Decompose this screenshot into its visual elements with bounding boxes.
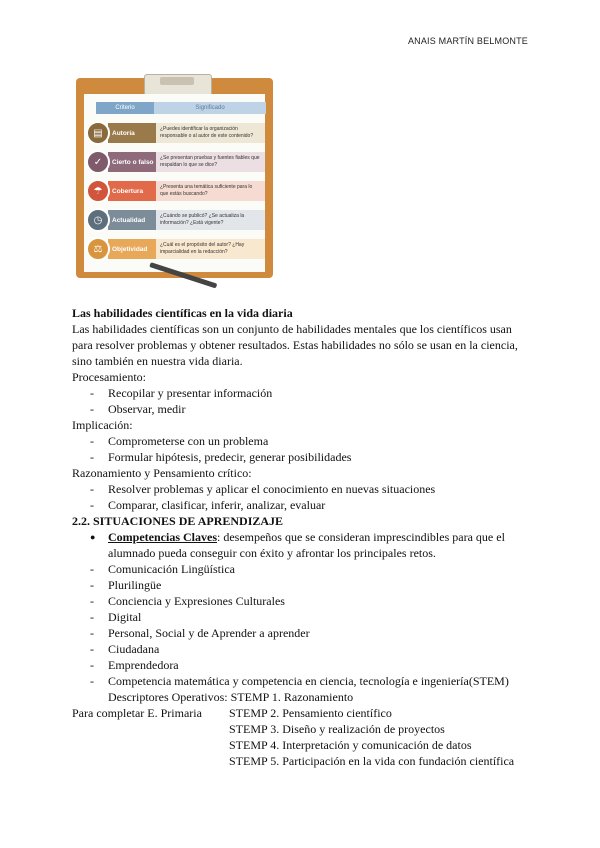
figure-row: [86, 210, 265, 230]
clock-icon: ◷: [86, 208, 110, 232]
dash-marker: -: [90, 498, 94, 512]
list-item-text: Conciencia y Expresiones Culturales: [108, 594, 285, 608]
list-item-text: Competencia matemática y competencia en ciencia, tecnología e ingeniería(STEM): [108, 674, 509, 688]
list-item-text: Emprendedora: [108, 658, 179, 672]
figure-col-header-significado: Significado: [154, 102, 266, 114]
figure-row-desc: ¿Presenta una temática suficiente para lo que estás buscando?: [156, 181, 265, 201]
bullet-text-1: desempeños que se consideran imprescindibles para que el: [220, 530, 505, 544]
dash-marker: -: [90, 642, 94, 656]
list-item-text: Comprometerse con un problema: [108, 434, 269, 448]
figure-row: [86, 152, 265, 172]
list-item-text: Comunicación Lingüística: [108, 562, 235, 576]
descriptores-line: Descriptores Operativos: STEMP 1. Razonamiento: [108, 690, 354, 704]
dash-marker: -: [90, 482, 94, 496]
intro-line: para resolver problemas y obtener resultados. Estas habilidades no sólo se usan en la ciencia,: [72, 338, 518, 352]
figure-row-label: Cierto o falso: [108, 152, 156, 172]
section-title-situaciones: 2.2. SITUACIONES DE APRENDIZAJE: [72, 514, 284, 528]
bullet-colon: :: [216, 530, 221, 544]
figure-row: [86, 239, 265, 259]
figure-row-label: Objetividad: [108, 239, 156, 259]
dash-marker: -: [90, 578, 94, 592]
bullet-text: [108, 529, 505, 545]
figure-row-label: Cobertura: [108, 181, 156, 201]
figure-row: [86, 181, 265, 201]
list-item-text: Resolver problemas y aplicar el conocimiento en nuevas situaciones: [108, 482, 436, 496]
stemp-item: STEMP 5. Participación en la vida con fundación científica: [229, 754, 515, 768]
umbrella-icon: ☂: [86, 179, 110, 203]
figure-row-desc: ¿Cuándo se publicó? ¿Se actualiza la información? ¿Está vigente?: [156, 210, 265, 230]
check-cross-icon: ✓: [86, 150, 110, 174]
clipboard-clip-slot: [160, 77, 194, 85]
list-item-text: Comparar, clasificar, inferir, analizar, evaluar: [108, 498, 326, 512]
bullet-marker: ●: [90, 532, 96, 542]
bullet-label: Competencias Claves: [108, 530, 217, 544]
figure-row-desc: ¿Puedes identificar la organización responsable o al autor de este contenido?: [156, 123, 265, 143]
stemp-item: STEMP 2. Pensamiento científico: [229, 706, 392, 720]
document-icon: ▤: [86, 121, 110, 145]
dash-marker: -: [90, 386, 94, 400]
dash-marker: -: [90, 610, 94, 624]
dash-marker: -: [90, 450, 94, 464]
figure-row-label: Actualidad: [108, 210, 156, 230]
para-completar-label: Para completar E. Primaria: [72, 706, 202, 720]
scales-icon: ⚖: [86, 237, 110, 261]
dash-marker: -: [90, 402, 94, 416]
figure-row-desc: ¿Se presentan pruebas y fuentes fiables que respaldan lo que se dice?: [156, 152, 265, 172]
dash-marker: -: [90, 434, 94, 448]
intro-line: Las habilidades científicas son un conjunto de habilidades mentales que los científicos usan: [72, 322, 512, 336]
dash-marker: -: [90, 658, 94, 672]
list-item-text: Observar, medir: [108, 402, 186, 416]
section-title-habilidades: Las habilidades científicas en la vida diaria: [72, 306, 293, 320]
group-heading-razonamiento: Razonamiento y Pensamiento crítico:: [72, 466, 252, 480]
dash-marker: -: [90, 674, 94, 688]
dash-marker: -: [90, 562, 94, 576]
list-item-text: Personal, Social y de Aprender a aprender: [108, 626, 310, 640]
group-heading-procesamiento: Procesamiento:: [72, 370, 146, 384]
list-item-text: Digital: [108, 610, 142, 624]
bullet-text-2: alumnado pueda conseguir con éxito y afrontar los principales retos.: [108, 546, 436, 560]
list-item-text: Recopilar y presentar información: [108, 386, 273, 400]
list-item-text: Ciudadana: [108, 642, 160, 656]
list-item-text: Plurilingüe: [108, 578, 162, 592]
group-heading-implicacion: Implicación:: [72, 418, 133, 432]
figure-col-header-criterio: Criterio: [96, 102, 154, 114]
figure-row-label: Autoría: [108, 123, 156, 143]
page-header-author: ANAIS MARTÍN BELMONTE: [407, 36, 528, 46]
dash-marker: -: [90, 594, 94, 608]
list-item-text: Formular hipótesis, predecir, generar posibilidades: [108, 450, 352, 464]
intro-line: sino también en nuestra vida diaria.: [72, 354, 243, 368]
dash-marker: -: [90, 626, 94, 640]
figure-row-desc: ¿Cuál es el propósito del autor? ¿Hay imparcialidad en la redacción?: [156, 239, 265, 259]
stemp-item: STEMP 3. Diseño y realización de proyectos: [229, 722, 445, 736]
stemp-item: STEMP 4. Interpretación y comunicación de datos: [229, 738, 472, 752]
figure-row: [86, 123, 265, 143]
